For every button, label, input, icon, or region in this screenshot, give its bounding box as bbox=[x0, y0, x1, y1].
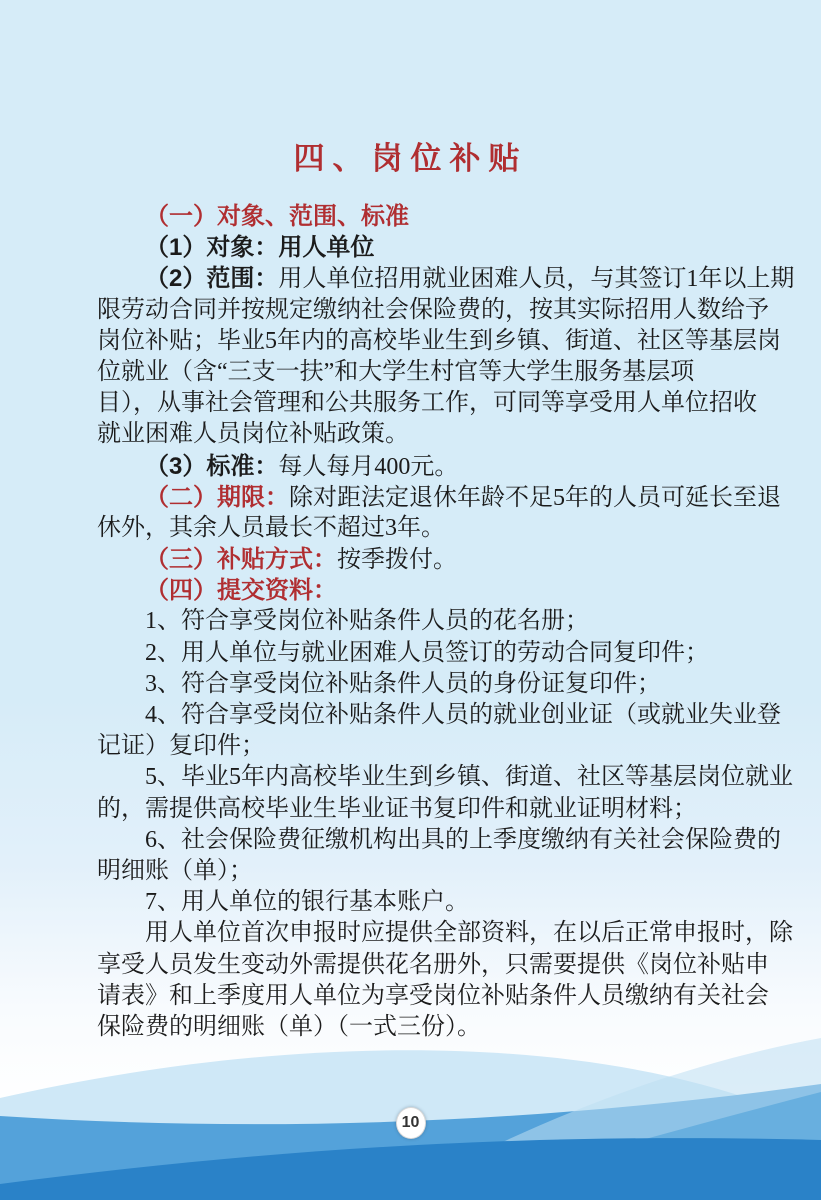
body-text: 4、符合享受岗位补贴条件人员的就业创业证（或就业失业登 bbox=[145, 702, 781, 728]
body-text: 位就业（含“三支一扶”和大学生村官等大学生服务基层项 bbox=[97, 358, 695, 385]
heading-text: （三）补贴方式： bbox=[145, 546, 337, 574]
text-line bbox=[97, 918, 793, 949]
body-text: 每人每月400元。 bbox=[278, 453, 459, 480]
body-text: 用人单位首次申报时应提供全部资料，在以后正常申报时，除 bbox=[145, 920, 793, 947]
text-line bbox=[97, 326, 781, 357]
body-text: 请表》和上季度用人单位为享受岗位补贴条件人员缴纳有关社会 bbox=[97, 982, 769, 1009]
body-text: 2、用人单位与就业困难人员签订的劳动合同复印件； bbox=[145, 639, 709, 666]
text-line bbox=[97, 388, 757, 419]
page-title: 四、岗位补贴 bbox=[293, 141, 528, 176]
body-text: 休外，其余人员最长不超过3年。 bbox=[97, 514, 445, 541]
text-line bbox=[97, 700, 781, 731]
text-line bbox=[97, 232, 733, 263]
body-text: 明细账（单）； bbox=[97, 857, 253, 884]
heading-text: （3）标准： bbox=[145, 452, 279, 480]
heading-text: （四）提交资料： bbox=[145, 577, 337, 605]
body-text: 岗位补贴；毕业5年内的高校毕业生到乡镇、街道、社区等基层岗 bbox=[97, 327, 781, 354]
body-text: 用人单位招用就业困难人员，与其签订1年以上期 bbox=[278, 266, 795, 293]
body-text: 7、用人单位的银行基本账户。 bbox=[145, 889, 469, 916]
text-line bbox=[97, 794, 733, 825]
body-text: 保险费的明细账（单）（一式三份）。 bbox=[97, 1013, 481, 1040]
text-line bbox=[97, 950, 769, 981]
body-text: 就业困难人员岗位补贴政策。 bbox=[97, 421, 409, 448]
body-text: 5、毕业5年内高校毕业生到乡镇、街道、社区等基层岗位就业 bbox=[145, 764, 793, 791]
text-line bbox=[97, 482, 781, 513]
body-text: 的，需提供高校毕业生毕业证书复印件和就业证明材料； bbox=[97, 795, 697, 822]
body-text: 3、符合享受岗位补贴条件人员的身份证复印件； bbox=[145, 670, 661, 697]
text-line bbox=[97, 638, 733, 669]
text-line bbox=[97, 513, 733, 544]
text-line bbox=[97, 544, 733, 575]
text-line bbox=[97, 731, 733, 762]
text-line bbox=[97, 825, 781, 856]
text-line bbox=[97, 606, 733, 637]
text-line bbox=[97, 295, 769, 326]
heading-text: （一）对象、范围、标准 bbox=[145, 203, 409, 230]
page-number-text: 10 bbox=[401, 1114, 420, 1131]
content-area bbox=[97, 201, 795, 1043]
body-text: 享受人员发生变动外需提供花名册外，只需要提供《岗位补贴申 bbox=[97, 951, 769, 978]
text-line bbox=[97, 762, 793, 793]
body-text: 记证）复印件； bbox=[97, 733, 265, 760]
text-line bbox=[97, 201, 733, 232]
body-text: 目），从事社会管理和公共服务工作，可同等享受用人单位招收 bbox=[97, 390, 757, 417]
bottom-wave-decoration bbox=[0, 1000, 821, 1200]
text-line bbox=[97, 357, 733, 388]
page-number-badge bbox=[396, 1107, 426, 1139]
text-line bbox=[97, 575, 733, 606]
body-text: 按季拨付。 bbox=[337, 547, 457, 574]
body-text: 1、符合享受岗位补贴条件人员的花名册； bbox=[145, 608, 589, 635]
text-line bbox=[97, 669, 733, 700]
heading-text: （二）期限： bbox=[145, 483, 289, 511]
body-text: 限劳动合同并按规定缴纳社会保险费的，按其实际招用人数给予 bbox=[97, 296, 769, 323]
text-line bbox=[97, 263, 795, 294]
text-line bbox=[97, 856, 733, 887]
text-line bbox=[97, 451, 733, 482]
text-line bbox=[97, 419, 733, 450]
heading-text: （1）对象：用人单位 bbox=[145, 234, 375, 262]
body-text: 6、社会保险费征缴机构出具的上季度缴纳有关社会保险费的 bbox=[145, 826, 781, 853]
heading-text: （2）范围： bbox=[145, 265, 279, 293]
text-line bbox=[97, 887, 733, 918]
body-text: 除对距法定退休年龄不足5年的人员可延长至退 bbox=[289, 484, 781, 511]
